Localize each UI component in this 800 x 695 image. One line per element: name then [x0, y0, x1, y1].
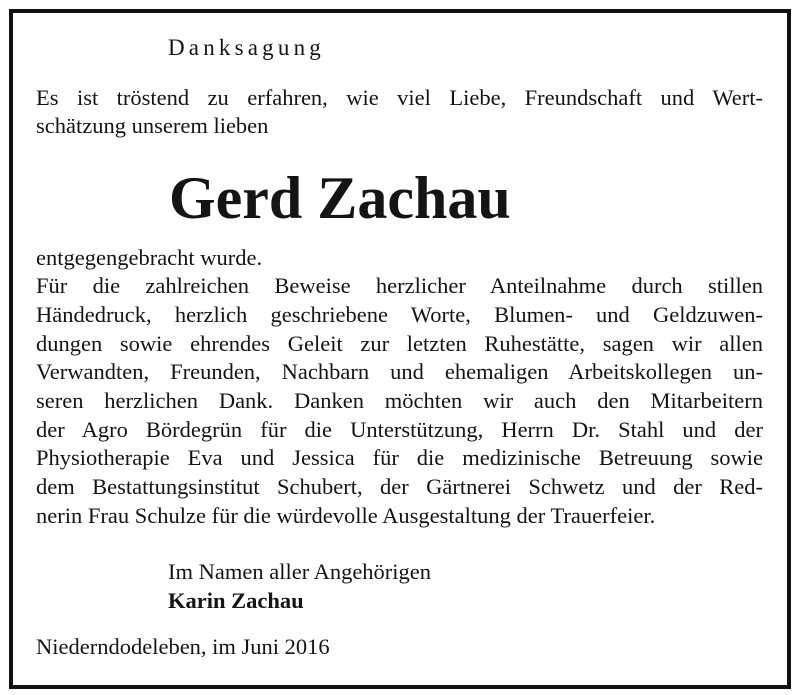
- body-line: entgegengebracht wurde.: [36, 245, 263, 270]
- obituary-notice: [9, 9, 791, 689]
- body-line: Physiotherapie Eva und Jessica für die medizinische Betreuung sowie: [36, 445, 763, 470]
- intro-line: schätzung unserem lieben: [36, 113, 269, 138]
- deceased-name: Gerd Zachau: [169, 165, 511, 231]
- body-line: dungen sowie ehrendes Geleit zur letzten Ruhestätte, sagen wir allen: [36, 331, 763, 356]
- body-line: Für die zahlreichen Beweise herzlicher Anteilnahme durch stillen: [36, 273, 763, 298]
- place-date: Niederndodeleben, im Juni 2016: [36, 634, 330, 659]
- body-line: Händedruck, herzlich geschriebene Worte, Blumen- und Geldzuwen-: [36, 302, 763, 327]
- notice-heading: Danksagung: [168, 35, 325, 60]
- on-behalf-line: Im Namen aller Angehörigen: [168, 559, 432, 584]
- body-line: nerin Frau Schulze für die würdevolle Ausgestaltung der Trauerfeier.: [36, 503, 656, 528]
- signer-name: Karin Zachau: [168, 588, 304, 613]
- body-line: seren herzlichen Dank. Danken möchten wir auch den Mitarbeitern: [36, 388, 763, 413]
- body-line: Verwandten, Freunden, Nachbarn und ehemaligen Arbeitskollegen un-: [36, 359, 763, 384]
- body-line: dem Bestattungsinstitut Schubert, der Gärtnerei Schwetz und der Red-: [36, 474, 763, 499]
- body-line: der Agro Bördegrün für die Unterstützung, Herrn Dr. Stahl und der: [36, 417, 763, 442]
- intro-line: Es ist tröstend zu erfahren, wie viel Liebe, Freundschaft und Wert-: [36, 85, 763, 110]
